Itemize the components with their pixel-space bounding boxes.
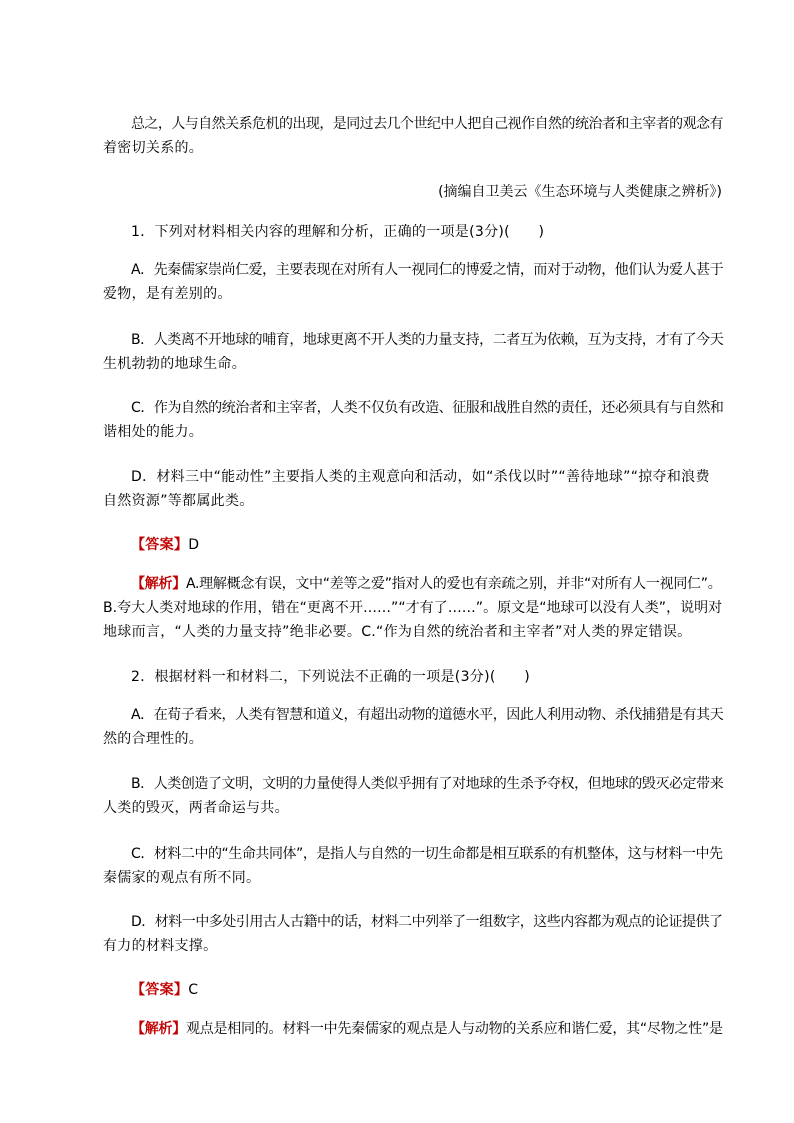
intro-line-1: 总之，人与自然关系危机的出现，是同过去几个世纪中人把自己视作自然的统治者和主宰者的观念有 (130, 116, 723, 132)
question-2-answer (103, 978, 723, 1002)
question-1-option-b: B．人类离不开地球的哺育，地球更离不开人类的力量支持，二者互为依赖，互为支持，才有了今天 生机勃勃的地球生命。 (103, 332, 724, 372)
intro-paragraph (103, 112, 723, 160)
question-2-analysis: 【解析】观点是相同的。材料一中先秦儒家的观点是人与动物的关系应和谐仁爱，其“尽物之性”是 (131, 1021, 723, 1037)
source-citation: (摘编自卫美云《生态环境与人类健康之辨析》) (438, 184, 722, 200)
answer-tag: 【答案】 (131, 982, 189, 998)
answer-tag: 【答案】 (131, 537, 189, 553)
question-1-option-c: C．作为自然的统治者和主宰者，人类不仅负有改造、征服和战胜自然的责任，还必须具有与自然和 谐相处的能力。 (103, 400, 724, 440)
question-2-option-b: B．人类创造了文明，文明的力量使得人类似乎拥有了对地球的生杀予夺权，但地球的毁灭必定带来 人类的毁灭，两者命运与共。 (103, 776, 724, 816)
question-1-answer (103, 533, 723, 557)
question-2-option-d: D．材料一中多处引用古人古籍中的话，材料二中列举了一组数字，这些内容都为观点的论证提供了 有力的材料支撑。 (103, 914, 723, 954)
question-1-stem: 1．下列对材料相关内容的理解和分析，正确的一项是(3分)( ) (131, 224, 545, 240)
analysis-tag: 【解析】 (131, 576, 186, 592)
answer-value: D (188, 537, 200, 553)
question-2-stem: 2．根据材料一和材料二，下列说法不正确的一项是(3分)( ) (131, 669, 530, 685)
answer-value: C (188, 982, 199, 998)
intro-line-2: 着密切关系的。 (103, 140, 204, 156)
question-2-option-c: C．材料二中的“生命共同体”，是指人与自然的一切生命都是相互联系的有机整体，这与材料一中先 秦儒家的观点有所不同。 (103, 846, 723, 886)
question-2-option-a: A．在荀子看来，人类有智慧和道义，有超出动物的道德水平，因此人利用动物、杀伐捕猎是有其天 然的合理性的。 (103, 707, 724, 747)
question-1-option-a: A．先秦儒家崇尚仁爱，主要表现在对所有人一视同仁的博爱之情，而对于动物，他们认为爱人甚于 爱物，是有差别的。 (103, 262, 724, 302)
analysis-tag: 【解析】 (131, 1021, 187, 1037)
question-1-analysis: 【解析】A.理解概念有误，文中“差等之爱”指对人的爱也有亲疏之别，并非“对所有人一视同仁”。 B.夸大人类对地球的作用，错在“更离不开……”“才有了……”。原文是“地球可以没有人类”，说明对 地球而言，“人类的力量支持”绝非必要。C.“作为自然的统治者和主宰者”对人类的界定错误。 (103, 576, 723, 640)
question-1-option-d: D．材料三中“能动性”主要指人类的主观意向和活动，如“杀伐以时”“善待地球”“掠夺和浪费 自然资源”等都属此类。 (103, 469, 710, 509)
